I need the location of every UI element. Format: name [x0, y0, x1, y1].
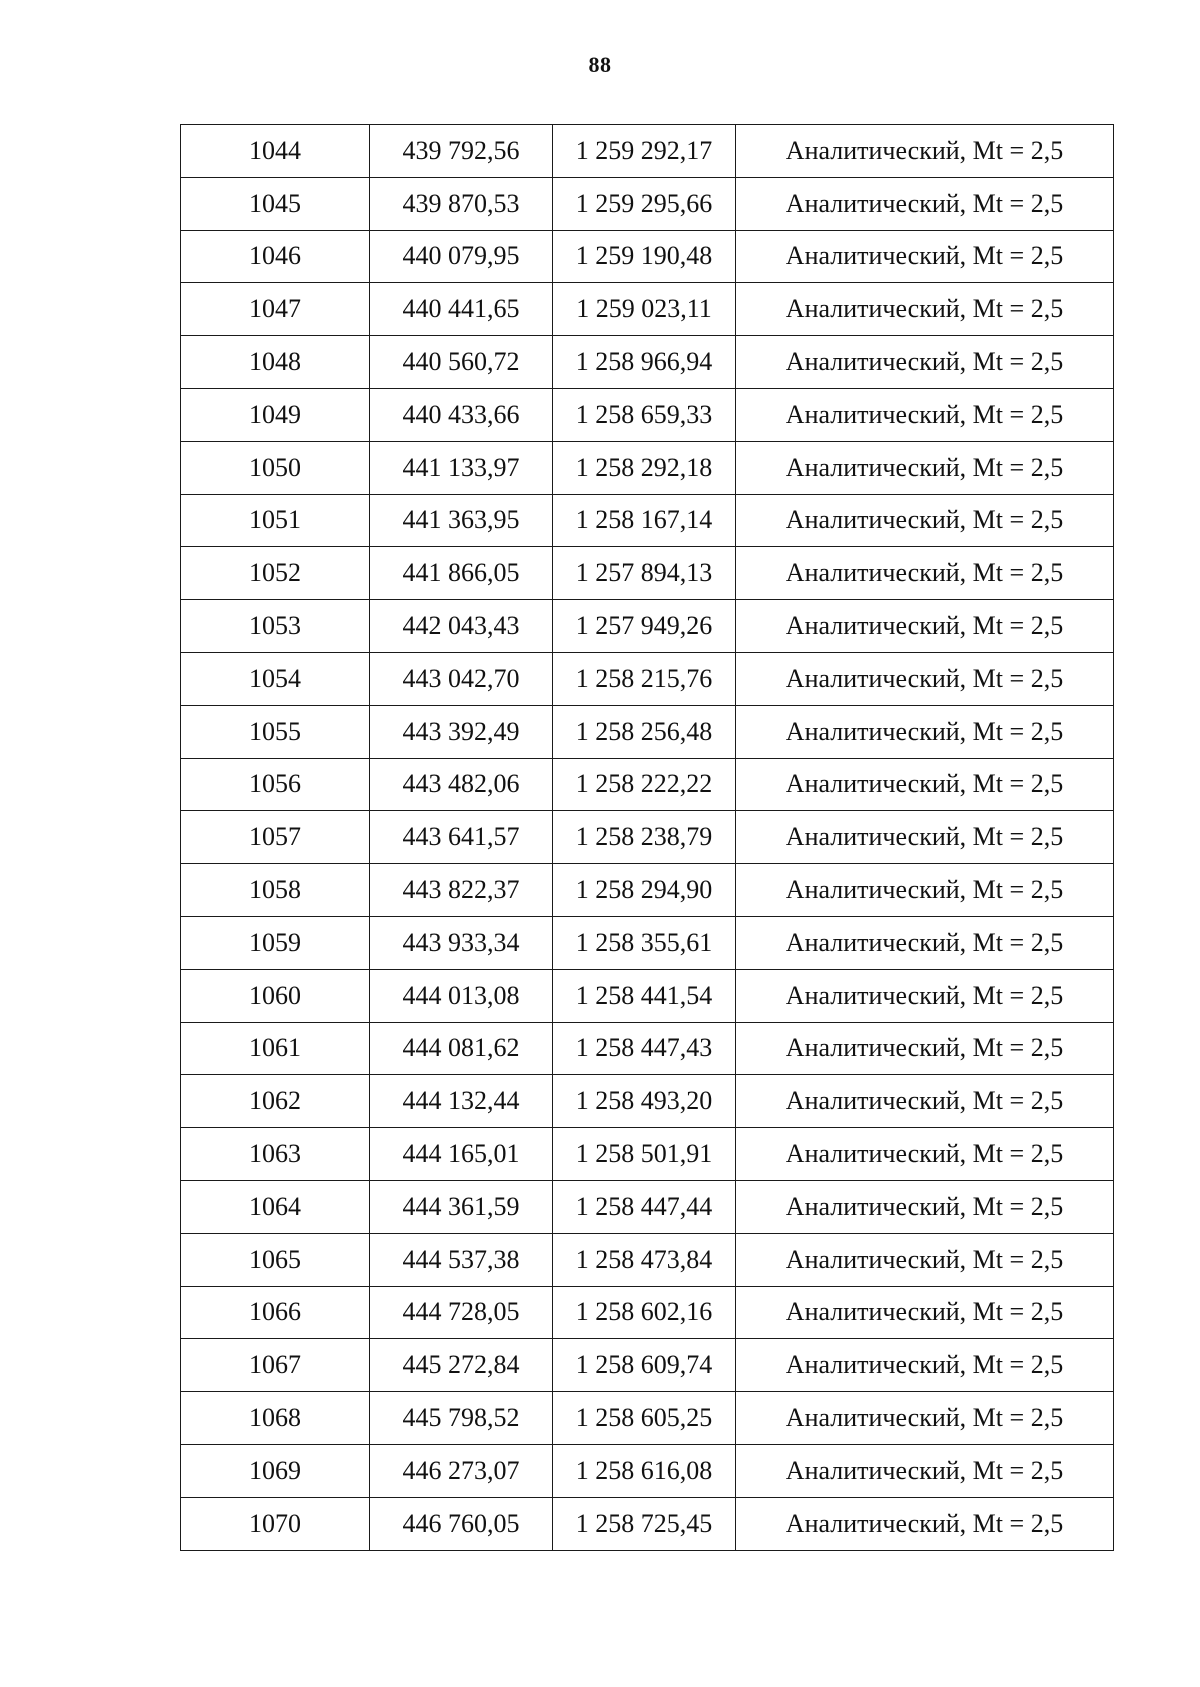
method-cell: Аналитический, Mt = 2,5: [736, 177, 1114, 230]
x-coordinate-cell: 446 273,07: [370, 1444, 553, 1497]
table-row: [181, 1497, 1114, 1550]
method-cell: Аналитический, Mt = 2,5: [736, 230, 1114, 283]
x-coordinate-cell: 443 933,34: [370, 916, 553, 969]
y-coordinate-cell: 1 258 493,20: [553, 1075, 736, 1128]
point-number-cell: 1045: [181, 177, 370, 230]
point-number-cell: 1052: [181, 547, 370, 600]
y-coordinate-cell: 1 258 447,43: [553, 1022, 736, 1075]
point-number-cell: 1054: [181, 652, 370, 705]
y-coordinate-cell: 1 258 238,79: [553, 811, 736, 864]
method-cell: Аналитический, Mt = 2,5: [736, 600, 1114, 653]
x-coordinate-cell: 446 760,05: [370, 1497, 553, 1550]
table-row: [181, 1022, 1114, 1075]
method-cell: Аналитический, Mt = 2,5: [736, 969, 1114, 1022]
table-row: [181, 758, 1114, 811]
point-number-cell: 1063: [181, 1128, 370, 1181]
table-row: [181, 125, 1114, 178]
table-row: [181, 1339, 1114, 1392]
point-number-cell: 1051: [181, 494, 370, 547]
point-number-cell: 1050: [181, 441, 370, 494]
y-coordinate-cell: 1 258 167,14: [553, 494, 736, 547]
table-row: [181, 916, 1114, 969]
x-coordinate-cell: 443 482,06: [370, 758, 553, 811]
method-cell: Аналитический, Mt = 2,5: [736, 1075, 1114, 1128]
table-row: [181, 494, 1114, 547]
method-cell: Аналитический, Mt = 2,5: [736, 547, 1114, 600]
method-cell: Аналитический, Mt = 2,5: [736, 283, 1114, 336]
x-coordinate-cell: 440 560,72: [370, 336, 553, 389]
point-number-cell: 1069: [181, 1444, 370, 1497]
point-number-cell: 1058: [181, 864, 370, 917]
table-row: [181, 1075, 1114, 1128]
point-number-cell: 1066: [181, 1286, 370, 1339]
point-number-cell: 1048: [181, 336, 370, 389]
point-number-cell: 1044: [181, 125, 370, 178]
y-coordinate-cell: 1 258 616,08: [553, 1444, 736, 1497]
point-number-cell: 1061: [181, 1022, 370, 1075]
table-row: [181, 1233, 1114, 1286]
table-row: [181, 1444, 1114, 1497]
x-coordinate-cell: 439 792,56: [370, 125, 553, 178]
y-coordinate-cell: 1 258 605,25: [553, 1392, 736, 1445]
point-number-cell: 1064: [181, 1180, 370, 1233]
y-coordinate-cell: 1 259 295,66: [553, 177, 736, 230]
table-row: [181, 811, 1114, 864]
y-coordinate-cell: 1 258 501,91: [553, 1128, 736, 1181]
method-cell: Аналитический, Mt = 2,5: [736, 916, 1114, 969]
method-cell: Аналитический, Mt = 2,5: [736, 758, 1114, 811]
y-coordinate-cell: 1 257 894,13: [553, 547, 736, 600]
method-cell: Аналитический, Mt = 2,5: [736, 1128, 1114, 1181]
y-coordinate-cell: 1 258 215,76: [553, 652, 736, 705]
method-cell: Аналитический, Mt = 2,5: [736, 1022, 1114, 1075]
y-coordinate-cell: 1 258 473,84: [553, 1233, 736, 1286]
point-number-cell: 1070: [181, 1497, 370, 1550]
y-coordinate-cell: 1 258 966,94: [553, 336, 736, 389]
method-cell: Аналитический, Mt = 2,5: [736, 1286, 1114, 1339]
coordinates-table: [180, 124, 1114, 1551]
table-row: [181, 652, 1114, 705]
method-cell: Аналитический, Mt = 2,5: [736, 1444, 1114, 1497]
y-coordinate-cell: 1 258 294,90: [553, 864, 736, 917]
y-coordinate-cell: 1 259 292,17: [553, 125, 736, 178]
point-number-cell: 1057: [181, 811, 370, 864]
table-row: [181, 441, 1114, 494]
table-row: [181, 388, 1114, 441]
coordinates-table-body: [181, 125, 1114, 1551]
x-coordinate-cell: 444 361,59: [370, 1180, 553, 1233]
y-coordinate-cell: 1 259 023,11: [553, 283, 736, 336]
table-row: [181, 969, 1114, 1022]
point-number-cell: 1067: [181, 1339, 370, 1392]
x-coordinate-cell: 443 822,37: [370, 864, 553, 917]
y-coordinate-cell: 1 258 602,16: [553, 1286, 736, 1339]
x-coordinate-cell: 443 392,49: [370, 705, 553, 758]
table-row: [181, 705, 1114, 758]
point-number-cell: 1056: [181, 758, 370, 811]
point-number-cell: 1047: [181, 283, 370, 336]
x-coordinate-cell: 444 537,38: [370, 1233, 553, 1286]
table-row: [181, 336, 1114, 389]
x-coordinate-cell: 443 641,57: [370, 811, 553, 864]
method-cell: Аналитический, Mt = 2,5: [736, 1392, 1114, 1445]
x-coordinate-cell: 444 081,62: [370, 1022, 553, 1075]
method-cell: Аналитический, Mt = 2,5: [736, 388, 1114, 441]
method-cell: Аналитический, Mt = 2,5: [736, 336, 1114, 389]
point-number-cell: 1065: [181, 1233, 370, 1286]
method-cell: Аналитический, Mt = 2,5: [736, 441, 1114, 494]
x-coordinate-cell: 444 728,05: [370, 1286, 553, 1339]
y-coordinate-cell: 1 258 659,33: [553, 388, 736, 441]
point-number-cell: 1068: [181, 1392, 370, 1445]
point-number-cell: 1046: [181, 230, 370, 283]
y-coordinate-cell: 1 259 190,48: [553, 230, 736, 283]
table-row: [181, 283, 1114, 336]
point-number-cell: 1062: [181, 1075, 370, 1128]
x-coordinate-cell: 442 043,43: [370, 600, 553, 653]
table-row: [181, 600, 1114, 653]
y-coordinate-cell: 1 258 292,18: [553, 441, 736, 494]
x-coordinate-cell: 440 441,65: [370, 283, 553, 336]
method-cell: Аналитический, Mt = 2,5: [736, 1497, 1114, 1550]
x-coordinate-cell: 445 272,84: [370, 1339, 553, 1392]
x-coordinate-cell: 441 133,97: [370, 441, 553, 494]
y-coordinate-cell: 1 258 355,61: [553, 916, 736, 969]
y-coordinate-cell: 1 258 441,54: [553, 969, 736, 1022]
point-number-cell: 1055: [181, 705, 370, 758]
method-cell: Аналитический, Mt = 2,5: [736, 125, 1114, 178]
x-coordinate-cell: 441 866,05: [370, 547, 553, 600]
point-number-cell: 1059: [181, 916, 370, 969]
method-cell: Аналитический, Mt = 2,5: [736, 705, 1114, 758]
x-coordinate-cell: 444 013,08: [370, 969, 553, 1022]
point-number-cell: 1060: [181, 969, 370, 1022]
method-cell: Аналитический, Mt = 2,5: [736, 811, 1114, 864]
table-row: [181, 864, 1114, 917]
table-row: [181, 1286, 1114, 1339]
point-number-cell: 1053: [181, 600, 370, 653]
x-coordinate-cell: 441 363,95: [370, 494, 553, 547]
y-coordinate-cell: 1 258 609,74: [553, 1339, 736, 1392]
x-coordinate-cell: 444 165,01: [370, 1128, 553, 1181]
method-cell: Аналитический, Mt = 2,5: [736, 1233, 1114, 1286]
y-coordinate-cell: 1 258 222,22: [553, 758, 736, 811]
x-coordinate-cell: 440 433,66: [370, 388, 553, 441]
table-row: [181, 547, 1114, 600]
table-row: [181, 1128, 1114, 1181]
table-row: [181, 177, 1114, 230]
table-row: [181, 1180, 1114, 1233]
point-number-cell: 1049: [181, 388, 370, 441]
method-cell: Аналитический, Mt = 2,5: [736, 864, 1114, 917]
method-cell: Аналитический, Mt = 2,5: [736, 652, 1114, 705]
method-cell: Аналитический, Mt = 2,5: [736, 1339, 1114, 1392]
x-coordinate-cell: 440 079,95: [370, 230, 553, 283]
x-coordinate-cell: 439 870,53: [370, 177, 553, 230]
x-coordinate-cell: 443 042,70: [370, 652, 553, 705]
table-row: [181, 230, 1114, 283]
method-cell: Аналитический, Mt = 2,5: [736, 1180, 1114, 1233]
x-coordinate-cell: 444 132,44: [370, 1075, 553, 1128]
page-number: 88: [588, 52, 612, 77]
y-coordinate-cell: 1 258 256,48: [553, 705, 736, 758]
x-coordinate-cell: 445 798,52: [370, 1392, 553, 1445]
table-row: [181, 1392, 1114, 1445]
y-coordinate-cell: 1 257 949,26: [553, 600, 736, 653]
method-cell: Аналитический, Mt = 2,5: [736, 494, 1114, 547]
y-coordinate-cell: 1 258 447,44: [553, 1180, 736, 1233]
y-coordinate-cell: 1 258 725,45: [553, 1497, 736, 1550]
